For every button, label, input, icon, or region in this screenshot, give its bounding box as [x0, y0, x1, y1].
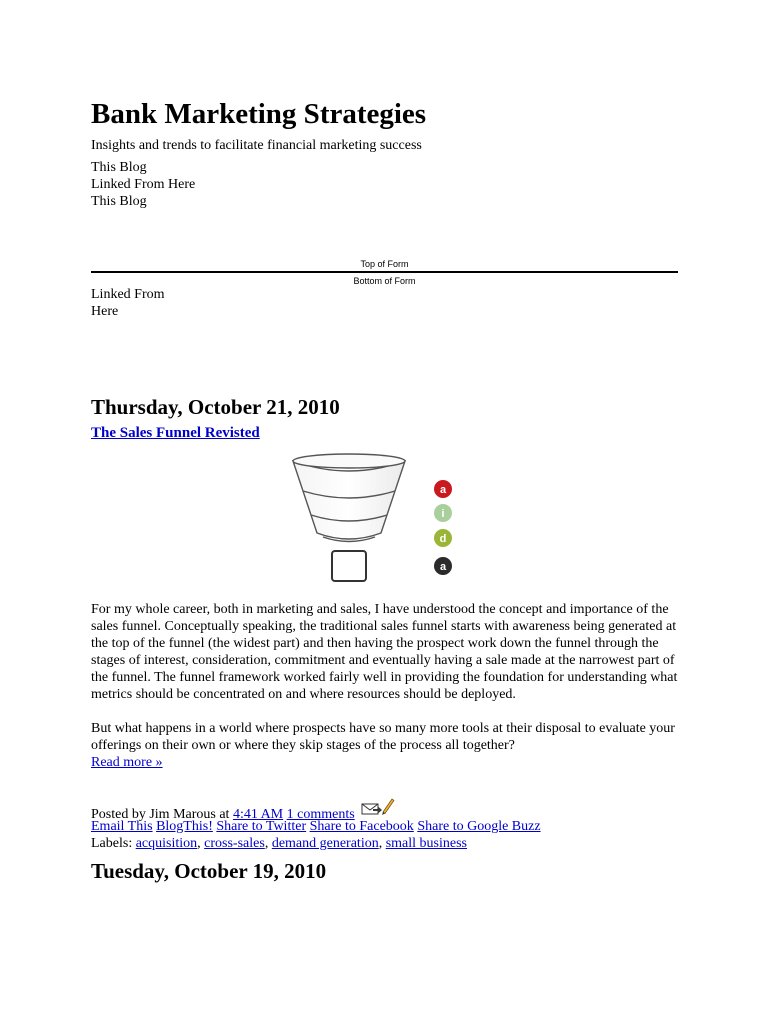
- sales-funnel-image: [289, 453, 479, 588]
- share-links: [91, 818, 541, 835]
- labels-prefix: Labels:: [91, 836, 133, 851]
- svg-text:a: a: [439, 561, 447, 573]
- post-title-link[interactable]: The Sales Funnel Revisted: [91, 425, 260, 441]
- funnel-stage-action: [434, 557, 452, 575]
- label-link-small-business[interactable]: small business: [385, 836, 467, 851]
- posted-by-text: Posted by Jim Marous at: [91, 807, 230, 822]
- linked-from-here-text: [91, 286, 165, 320]
- svg-text:i: i: [441, 508, 445, 520]
- search-scope-options: [91, 159, 195, 210]
- funnel-body: [293, 454, 405, 581]
- share-to-twitter-link[interactable]: Share to Twitter: [216, 819, 307, 834]
- next-post-date-header: Tuesday, October 19, 2010: [91, 859, 327, 883]
- search-option-linked-from-here[interactable]: Linked From Here: [91, 177, 196, 192]
- search-option-this-blog-2[interactable]: This Blog: [91, 194, 147, 209]
- share-to-facebook-link[interactable]: Share to Facebook: [309, 819, 414, 834]
- post-time-link[interactable]: 4:41 AM: [232, 807, 284, 822]
- label-link-acquisition[interactable]: acquisition: [135, 836, 198, 851]
- linked-from-line-1: Linked From: [91, 287, 165, 302]
- funnel-stage-interest: [434, 504, 452, 522]
- label-link-demand-generation[interactable]: demand generation: [271, 836, 379, 851]
- search-option-this-blog[interactable]: This Blog: [91, 160, 147, 175]
- email-this-link[interactable]: Email This: [91, 819, 153, 834]
- label-link-cross-sales[interactable]: cross-sales: [204, 836, 265, 851]
- post-title: [91, 424, 260, 443]
- email-post-icon[interactable]: [361, 797, 395, 815]
- read-more-link[interactable]: Read more »: [91, 755, 163, 770]
- funnel-stage-desire: [434, 529, 452, 547]
- blogthis-link[interactable]: BlogThis!: [156, 819, 213, 834]
- top-of-form-marker: Top of Form: [360, 259, 409, 269]
- share-to-google-buzz-link[interactable]: Share to Google Buzz: [417, 819, 541, 834]
- bottom-of-form-marker: Bottom of Form: [353, 276, 416, 286]
- post-labels: Labels: acquisition, cross-sales, demand generation, small business: [91, 836, 467, 851]
- post-paragraph-2: [91, 720, 691, 771]
- svg-text:a: a: [439, 484, 447, 496]
- funnel-stage-awareness: [434, 480, 479, 498]
- comments-link[interactable]: 1 comments: [286, 807, 355, 822]
- blog-tagline: Insights and trends to facilitate financial marketing success: [91, 138, 422, 153]
- post-paragraph-1: For my whole career, both in marketing and sales, I have understood the concept and importance of the sales funnel. Conceptually speaking, the traditional sales funnel starts with awareness being generated at the top of the funnel (the widest part) and then having the prospect work down the funnel through the stages of interest, consideration, commitment and eventually having a sale made at the narrowest part of the funnel. The funnel framework worked fairly well in providing the foundation for understanding what metrics should be concentrated on and where resources should be deployed.: [91, 602, 678, 702]
- post-date-header: Thursday, October 21, 2010: [91, 395, 340, 419]
- form-divider: [91, 271, 678, 273]
- svg-text:d: d: [439, 533, 447, 545]
- blog-title: Bank Marketing Strategies: [91, 98, 427, 130]
- linked-from-line-2: Here: [91, 304, 119, 319]
- post-paragraph-2-text: But what happens in a world where prospects have so many more tools at their disposal to evaluate your offerings on their own or where they skip stages of the process all together?: [91, 721, 675, 753]
- post-body: [91, 601, 691, 771]
